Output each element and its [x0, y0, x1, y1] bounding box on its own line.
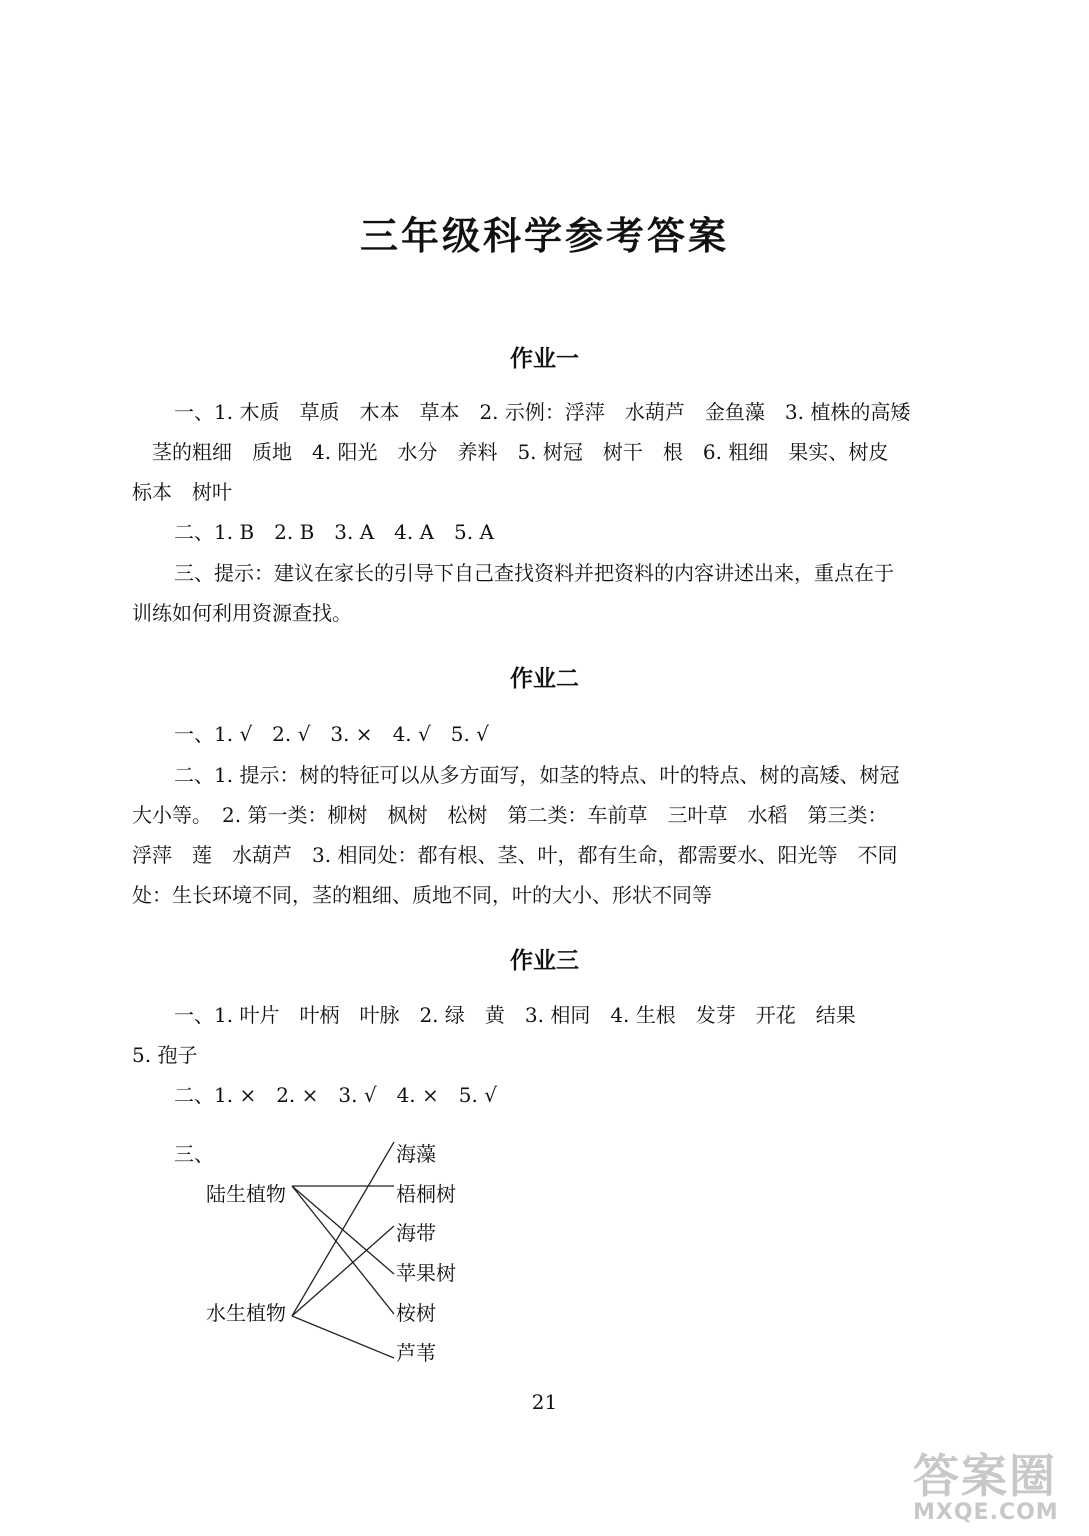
section3-line-3: 二、1. × 2. × 3. √ 4. × 5. √: [174, 1083, 497, 1107]
page-number: 21: [531, 1390, 558, 1414]
matching-right-eucalyptus: 桉树: [396, 1301, 436, 1325]
watermark-logo: [905, 1440, 1085, 1532]
matching-right-apple-tree: 苹果树: [396, 1261, 456, 1285]
matching-right-kelp: 海带: [396, 1221, 436, 1245]
section-heading-3: 作业三: [510, 948, 579, 974]
matching-label: 三、: [174, 1142, 214, 1166]
match-line-water-kelp: [292, 1226, 394, 1316]
section2-line-2: 二、1. 提示：树的特征可以从多方面写，如茎的特点、叶的特点、树的高矮、树冠: [174, 763, 900, 787]
match-line-land-eucalyptus: [292, 1186, 394, 1314]
matching-right-reed: 芦苇: [396, 1341, 436, 1365]
section1-line-3: 标本 树叶: [132, 480, 232, 504]
section1-line-2: 茎的粗细 质地 4. 阳光 水分 养料 5. 树冠 树干 根 6. 粗细 果实、树皮: [132, 440, 889, 464]
section-heading-2: 作业二: [510, 666, 579, 692]
section2-line-4: 浮萍 莲 水葫芦 3. 相同处：都有根、茎、叶，都有生命，都需要水、阳光等 不同: [132, 843, 898, 867]
section1-line-6: 训练如何利用资源查找。: [132, 601, 352, 625]
match-line-water-seaweed: [292, 1142, 394, 1316]
matching-right-wutong: 梧桐树: [396, 1182, 456, 1206]
section2-line-3: 大小等。 2. 第一类：柳树 枫树 松树 第二类：车前草 三叶草 水稻 第三类：: [132, 803, 888, 827]
matching-right-seaweed: 海藻: [396, 1142, 436, 1166]
section1-line-1: 一、1. 木质 草质 木本 草本 2. 示例：浮萍 水葫芦 金鱼藻 3. 植株的高矮: [174, 400, 911, 424]
section3-line-1: 一、1. 叶片 叶柄 叶脉 2. 绿 黄 3. 相同 4. 生根 发芽 开花 结果: [174, 1003, 856, 1027]
section2-line-1: 一、1. √ 2. √ 3. × 4. √ 5. √: [174, 722, 489, 746]
section-heading-1: 作业一: [510, 346, 579, 372]
watermark-bottom: MXQE.COM: [913, 1500, 1059, 1525]
section2-line-5: 处：生长环境不同，茎的粗细、质地不同，叶的大小、形状不同等: [132, 883, 712, 907]
match-line-water-reed: [292, 1316, 394, 1358]
watermark-top: 答案圈: [913, 1449, 1057, 1503]
page-title: 三年级科学参考答案: [359, 214, 729, 258]
matching-left-water-plants: 水生植物: [206, 1301, 286, 1325]
section3-line-2: 5. 孢子: [132, 1043, 198, 1067]
section1-line-5: 三、提示：建议在家长的引导下自己查找资料并把资料的内容讲述出来，重点在于: [174, 561, 894, 585]
matching-left-land-plants: 陆生植物: [206, 1182, 286, 1206]
section1-line-4: 二、1. B 2. B 3. A 4. A 5. A: [174, 520, 494, 544]
